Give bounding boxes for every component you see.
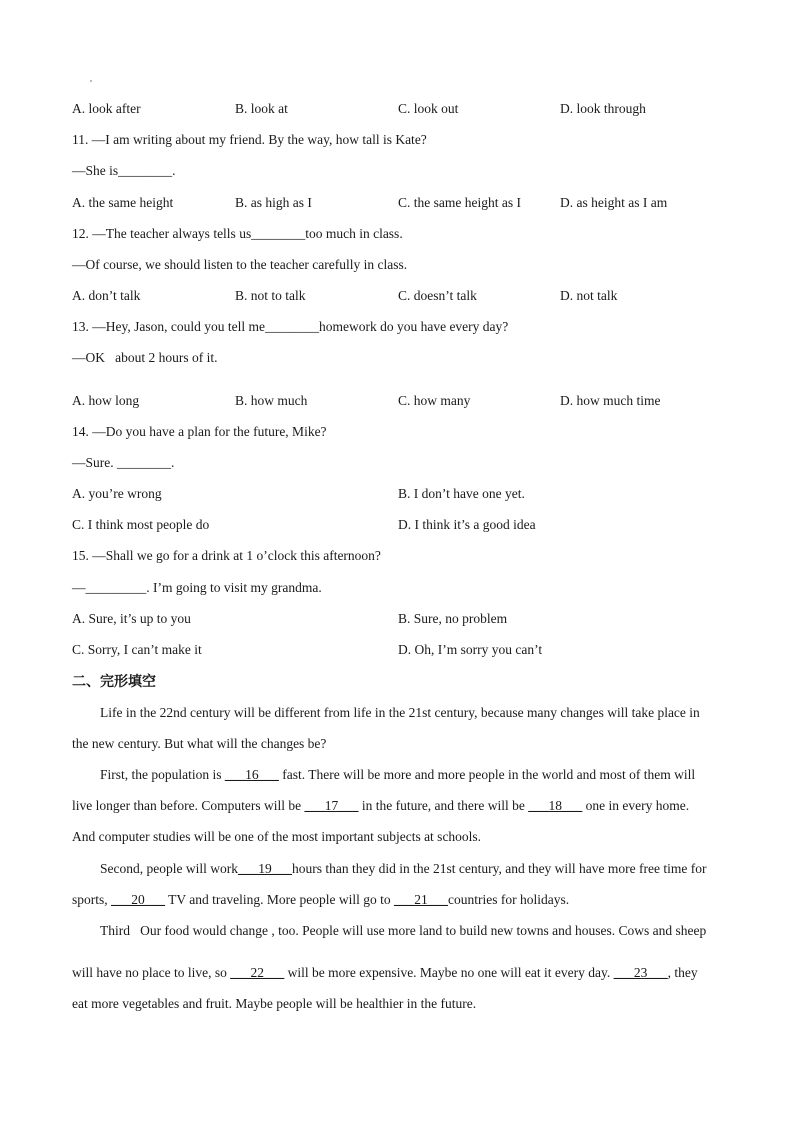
- blank-17: ___17___: [304, 798, 359, 813]
- q14-option-b[interactable]: B. I don’t have one yet.: [398, 486, 525, 501]
- q11-option-b[interactable]: B. as high as I: [235, 195, 312, 210]
- q12-option-b[interactable]: B. not to talk: [235, 288, 306, 303]
- q13-option-a[interactable]: A. how long: [72, 393, 140, 408]
- q14-option-a[interactable]: A. you’re wrong: [72, 486, 162, 501]
- q12-option-d[interactable]: D. not talk: [560, 288, 618, 303]
- passage-p4-line2: [72, 965, 732, 981]
- q13-option-d[interactable]: D. how much time: [560, 393, 661, 408]
- q14-option-c[interactable]: C. I think most people do: [72, 517, 210, 532]
- q11-option-c[interactable]: C. the same height as I: [398, 195, 521, 210]
- q12-blank: ________: [251, 226, 306, 241]
- q11-reply: —She is________.: [72, 163, 176, 178]
- q13-blank: ________: [264, 319, 319, 334]
- passage-text: sports,: [72, 892, 112, 907]
- q12-option-a[interactable]: A. don’t talk: [72, 288, 141, 303]
- passage-p3-line2: [72, 892, 732, 908]
- blank-19: ___19___: [237, 861, 292, 876]
- q11-stem: 11. —I am writing about my friend. By the way, how tall is Kate?: [72, 132, 427, 147]
- q15-option-d[interactable]: D. Oh, I’m sorry you can’t: [398, 642, 543, 657]
- q14-stem: 14. —Do you have a plan for the future, Mike?: [72, 424, 327, 439]
- section-heading: 二、完形填空: [72, 674, 156, 690]
- q13-stem-pre: 13. —Hey, Jason, could you tell me: [72, 319, 265, 334]
- passage-text: live longer than before. Computers will be: [72, 798, 305, 813]
- passage-p1-line1: Life in the 22nd century will be different from life in the 21st century, because many changes will take place in: [100, 705, 700, 720]
- q13-option-c[interactable]: C. how many: [398, 393, 471, 408]
- passage-p1-line2: the new century. But what will the changes be?: [72, 736, 327, 751]
- blank-22: ___22___: [230, 965, 285, 980]
- passage-text: Second, people will work: [100, 861, 238, 876]
- passage-p2-line3: And computer studies will be one of the most important subjects at schools.: [72, 829, 482, 844]
- q15-stem: 15. —Shall we go for a drink at 1 o’clock this afternoon?: [72, 548, 381, 563]
- q13-stem-post: homework do you have every day?: [318, 319, 509, 334]
- q10-option-d[interactable]: D. look through: [560, 101, 646, 116]
- passage-p3-line1: [100, 861, 760, 877]
- blank-16: ___16___: [224, 767, 279, 782]
- passage-text: will be more expensive. Maybe no one will eat it every day.: [284, 965, 614, 980]
- q10-option-b[interactable]: B. look at: [235, 101, 288, 116]
- blank-23: ___23___: [613, 965, 668, 980]
- q14-option-d[interactable]: D. I think it’s a good idea: [398, 517, 536, 532]
- q11-option-d[interactable]: D. as height as I am: [560, 195, 668, 210]
- q14-reply: —Sure. ________.: [72, 455, 175, 470]
- passage-text: hours than they did in the 21st century, and they will have more free time for: [291, 861, 707, 876]
- blank-21: ___21___: [393, 892, 448, 907]
- q11-option-a[interactable]: A. the same height: [72, 195, 174, 210]
- q12-stem-pre: 12. —The teacher always tells us: [72, 226, 252, 241]
- q12-option-c[interactable]: C. doesn’t talk: [398, 288, 477, 303]
- passage-text: , they: [667, 965, 698, 980]
- q10-option-a[interactable]: A. look after: [72, 101, 141, 116]
- q12-stem: [72, 225, 403, 243]
- passage-text: TV and traveling. More people will go to: [165, 892, 394, 907]
- passage-text: will have no place to live, so: [72, 965, 231, 980]
- scan-mark: [90, 80, 92, 82]
- passage-p4-line3: eat more vegetables and fruit. Maybe people will be healthier in the future.: [72, 996, 477, 1011]
- q13-reply: —OK about 2 hours of it.: [72, 350, 218, 365]
- q15-option-c[interactable]: C. Sorry, I can’t make it: [72, 642, 202, 657]
- q13-option-b[interactable]: B. how much: [235, 393, 308, 408]
- q12-reply: —Of course, we should listen to the teacher carefully in class.: [72, 257, 408, 272]
- passage-text: in the future, and there will be: [358, 798, 529, 813]
- q15-option-b[interactable]: B. Sure, no problem: [398, 611, 508, 626]
- blank-18: ___18___: [528, 798, 583, 813]
- q13-stem: [72, 318, 508, 336]
- passage-p4-line1: Third Our food would change , too. People will use more land to build new towns and houses. Cows and sheep: [100, 923, 707, 938]
- passage-p2-line1: [100, 767, 760, 783]
- passage-p2-line2: [72, 798, 732, 814]
- blank-20: ___20___: [111, 892, 166, 907]
- passage-text: fast. There will be more and more people in the world and most of them will: [278, 767, 696, 782]
- q12-stem-post: too much in class.: [305, 226, 403, 241]
- passage-text: one in every home.: [582, 798, 690, 813]
- q10-option-c[interactable]: C. look out: [398, 101, 459, 116]
- passage-text: countries for holidays.: [447, 892, 570, 907]
- q15-option-a[interactable]: A. Sure, it’s up to you: [72, 611, 191, 626]
- passage-text: First, the population is: [100, 767, 225, 782]
- q15-reply: —_________. I’m going to visit my grandma.: [72, 580, 322, 595]
